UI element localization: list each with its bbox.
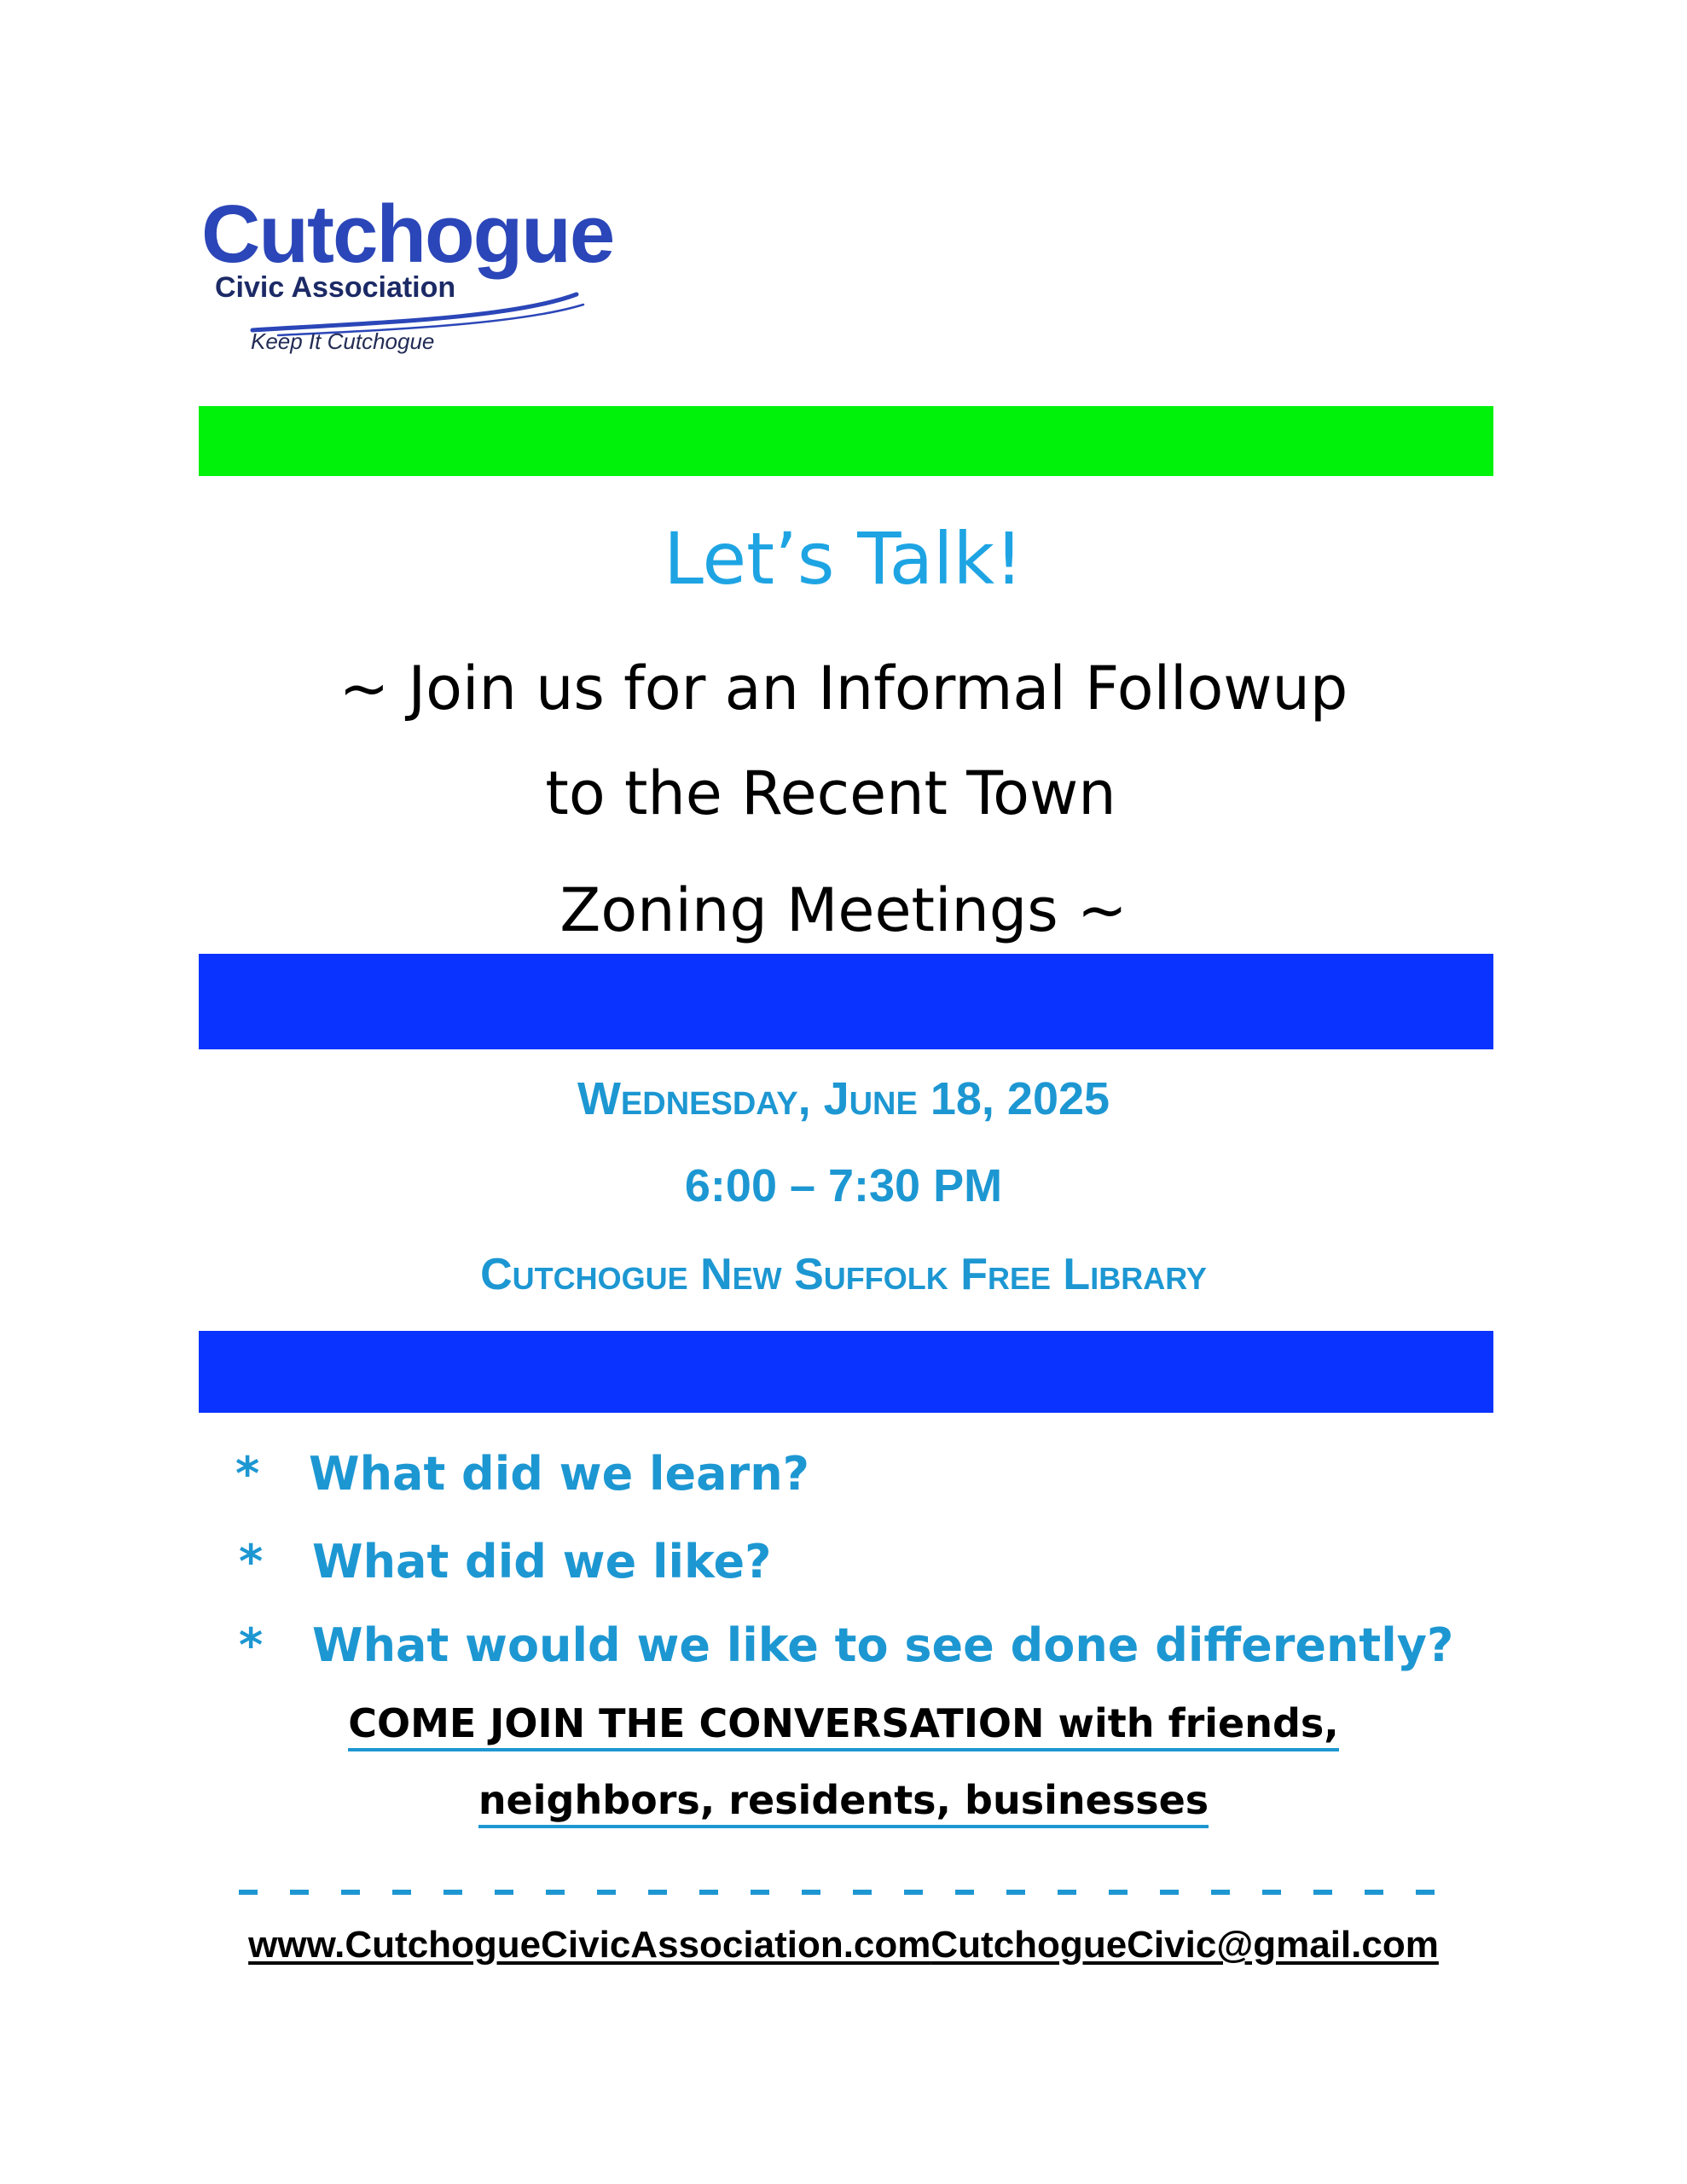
page-title: Let’s Talk!: [664, 517, 1023, 601]
question-text: What did we like?: [312, 1535, 772, 1589]
subheading-line-3: Zoning Meetings ~: [559, 875, 1128, 945]
subheading-line-2: to the Recent Town: [545, 758, 1116, 828]
question-item: [239, 1531, 771, 1593]
subheading-line-1: ~ Join us for an Informal Followup: [339, 653, 1348, 723]
event-time: 6:00 – 7:30 PM: [684, 1160, 1003, 1211]
blue-divider-bar-bottom: [199, 1331, 1493, 1413]
asterisk-bullet: *: [235, 1447, 260, 1501]
call-to-action-line-2: [0, 1774, 1687, 1826]
logo: [201, 189, 645, 363]
website-link[interactable]: www.CutchogueCivicAssociation.com: [248, 1924, 931, 1966]
footer-contact: [0, 1921, 1687, 1969]
asterisk-bullet: *: [239, 1535, 264, 1589]
event-date: Wednesday, June 18, 2025: [577, 1073, 1110, 1124]
event-location: Cutchogue New Suffolk Free Library: [480, 1250, 1207, 1299]
question-text: What would we like to see done differently?: [312, 1618, 1454, 1672]
question-item: [235, 1443, 809, 1505]
logo-subtitle: Civic Association: [215, 271, 456, 304]
asterisk-bullet: *: [239, 1618, 264, 1672]
dashed-separator: [235, 1875, 1455, 1909]
logo-name: Cutchogue: [201, 189, 614, 280]
blue-divider-bar-top: [199, 954, 1493, 1049]
green-divider-bar: [199, 406, 1493, 476]
question-item: [239, 1615, 1453, 1676]
call-to-action-text-2: neighbors, residents, businesses: [478, 1777, 1209, 1828]
logo-tagline: Keep It Cutchogue: [251, 328, 435, 354]
call-to-action-line-1: [0, 1698, 1687, 1749]
call-to-action-text-1: COME JOIN THE CONVERSATION with friends,: [348, 1700, 1339, 1751]
question-text: What did we learn?: [309, 1447, 809, 1501]
email-link[interactable]: CutchogueCivic@gmail.com: [930, 1924, 1439, 1966]
